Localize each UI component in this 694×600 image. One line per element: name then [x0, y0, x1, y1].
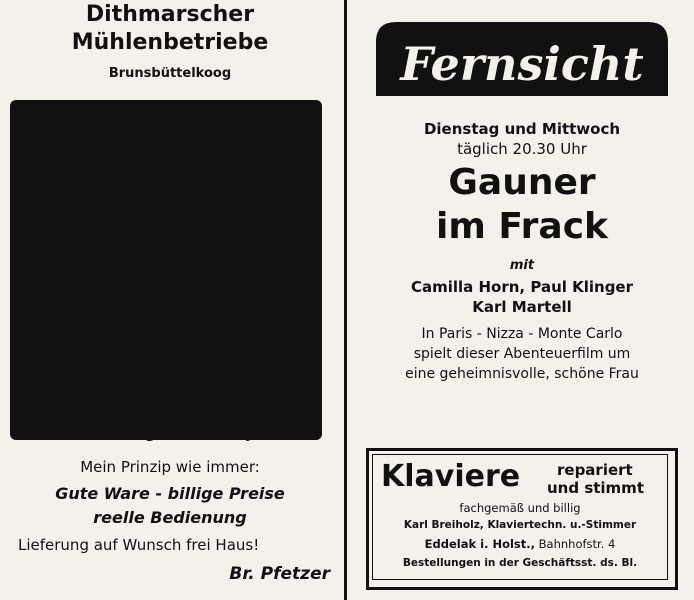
- film-title-line2: im Frack: [435, 206, 608, 247]
- cinema-logo-text: Fernsicht: [400, 37, 644, 91]
- cast-line2: Karl Martell: [472, 298, 572, 316]
- piano-address: [373, 537, 667, 551]
- piano-place: Eddelak i. Holst.,: [424, 537, 535, 551]
- piano-title: Klaviere: [381, 459, 521, 494]
- piano-orders: Bestellungen in der Geschäftsst. ds. Bl.: [402, 557, 638, 569]
- slogan-line2: reelle Bedienung: [93, 508, 247, 527]
- principle-text: Mein Prinzip wie immer:: [80, 458, 260, 476]
- company-name-line1: Dithmarscher: [85, 2, 255, 27]
- cinema-frame: [10, 100, 322, 440]
- cinema-days: Dienstag und Mittwoch: [423, 120, 621, 138]
- cast-line1: Camilla Horn, Paul Klinger: [410, 278, 634, 296]
- piano-quality: fachgemäß und billig: [459, 501, 581, 515]
- piano-action-line2: und stimmt: [547, 479, 644, 497]
- film-description-line: In Paris - Nizza - Monte Carlo: [421, 326, 623, 342]
- piano-action-line1: repariert: [557, 461, 633, 479]
- cinema-time: täglich 20.30 Uhr: [457, 140, 587, 158]
- piano-advertisement: [372, 454, 668, 580]
- company-name-line2: Mühlenbetriebe: [71, 30, 269, 55]
- mit-text: mit: [509, 258, 535, 273]
- company-location: Brunsbüttelkoog: [108, 66, 232, 81]
- piano-street: Bahnhofstr. 4: [538, 537, 616, 551]
- cinema-logo: [356, 4, 688, 104]
- slogan-line1: Gute Ware - billige Preise: [55, 484, 285, 503]
- column-divider: [344, 0, 347, 600]
- film-title-line1: Gauner: [448, 162, 596, 203]
- signature: Br. Pfetzer: [229, 564, 330, 584]
- piano-technician: Karl Breiholz, Klaviertechn. u.-Stimmer: [403, 519, 637, 531]
- film-description-line: eine geheimnisvolle, schöne Frau: [405, 366, 639, 382]
- film-description-line: spielt dieser Abenteuerfilm um: [413, 346, 631, 362]
- delivery-text: Lieferung auf Wunsch frei Haus!: [18, 536, 260, 554]
- cinema-advertisement: [374, 112, 670, 408]
